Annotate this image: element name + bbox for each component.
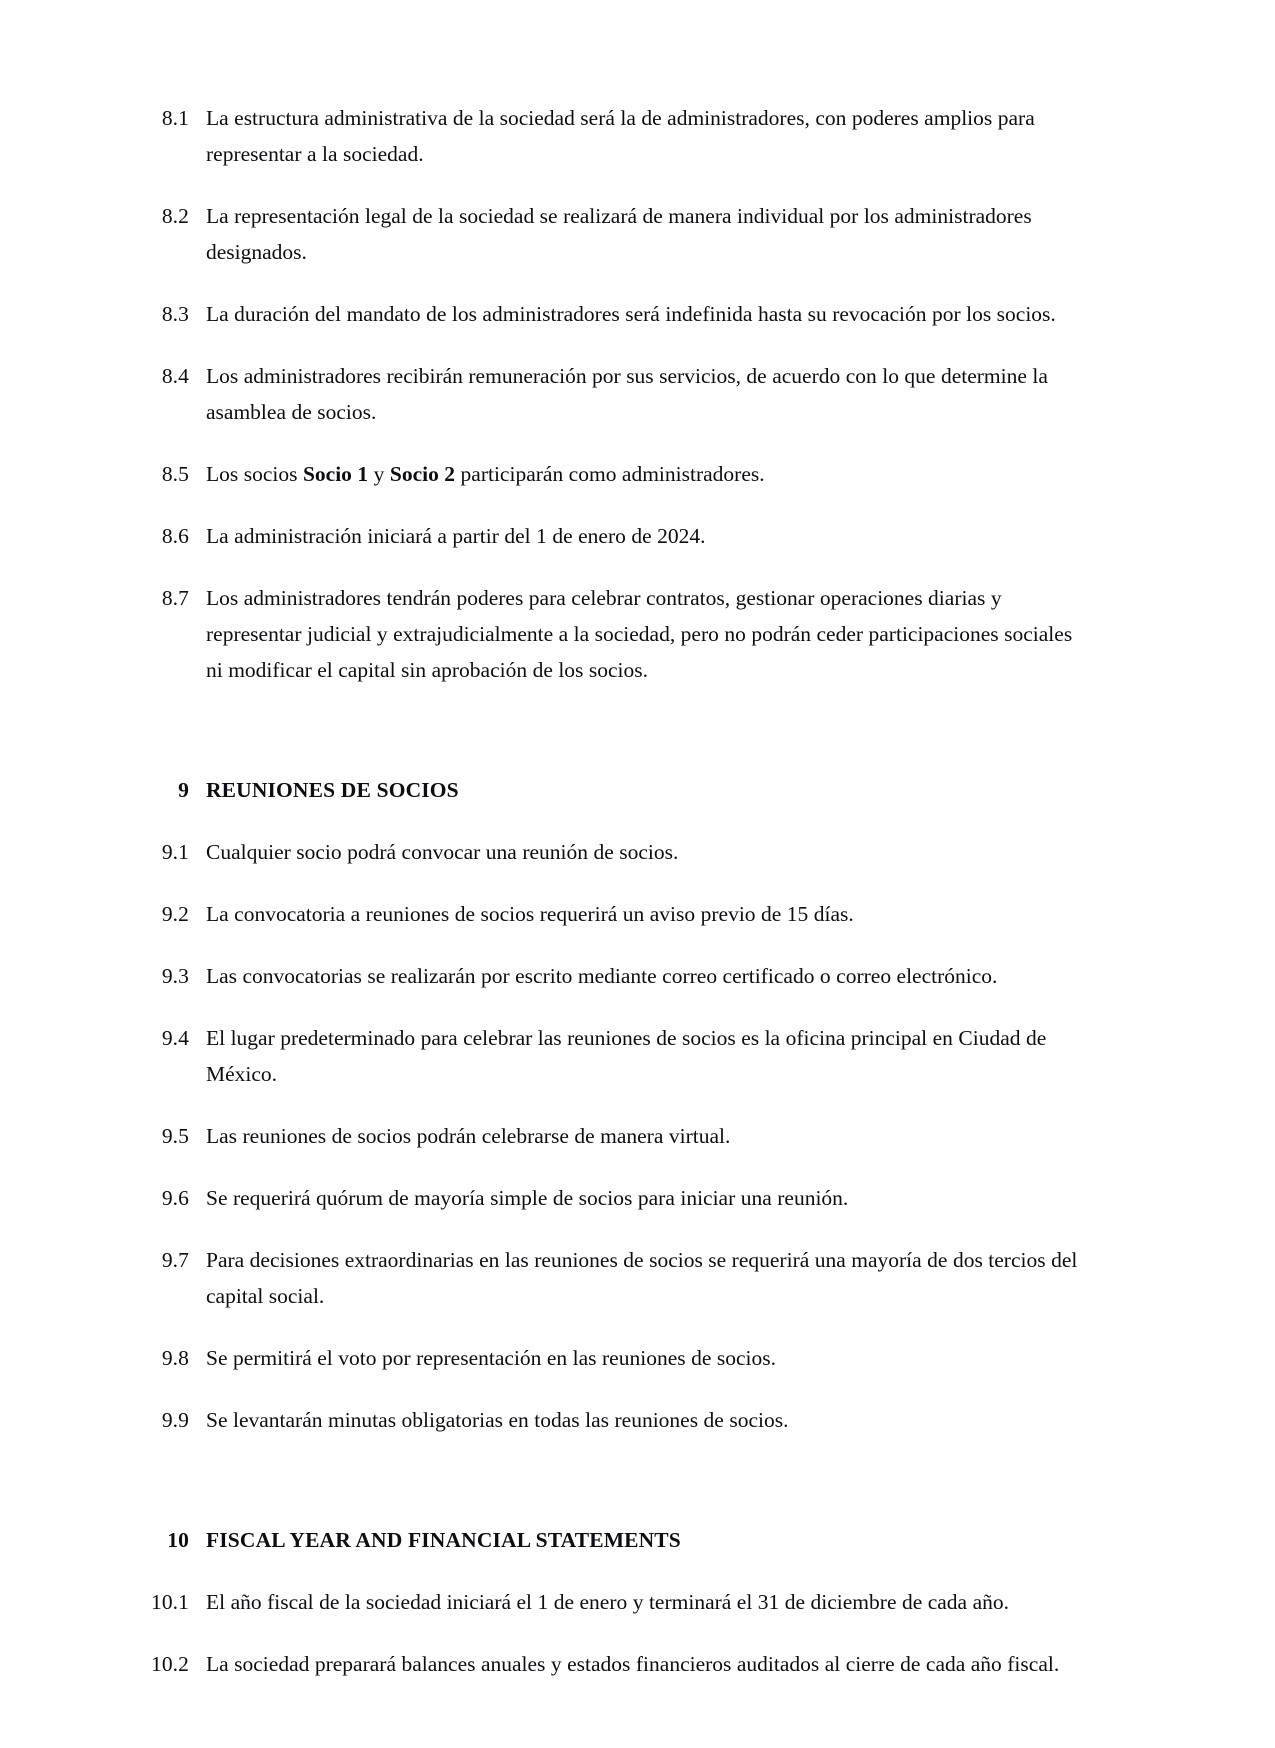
section-heading [143, 772, 1079, 808]
emphasis-text: Socio 2 [389, 462, 456, 486]
clause-item [143, 1020, 1079, 1092]
clause-number: 8.6 [161, 524, 189, 548]
clause-item [143, 296, 1079, 332]
clause-item [143, 1180, 1079, 1216]
emphasis-text: Socio 1 [302, 462, 369, 486]
section-gap [143, 1464, 1079, 1522]
clause-number: 9.1 [161, 840, 189, 864]
section-gap [143, 714, 1079, 772]
clause-text: La representación legal de la sociedad se realizará de manera individual por los administradores designados. [206, 204, 1032, 264]
clause-item [143, 834, 1079, 870]
clause-number: 9.9 [161, 1408, 189, 1432]
clause-number: 9.2 [161, 902, 189, 926]
clause-item [143, 518, 1079, 554]
clause-number: 9.3 [161, 964, 189, 988]
clause-item [143, 358, 1079, 430]
clause-item [143, 456, 1079, 492]
clause-number: 8.3 [161, 302, 189, 326]
plain-text: y [368, 462, 390, 486]
clause-text: Para decisiones extraordinarias en las reuniones de socios se requerirá una mayoría de dos tercios del capital social. [206, 1248, 1078, 1308]
section-number: 10 [167, 1528, 189, 1552]
clause-number: 10.2 [150, 1652, 189, 1676]
plain-text: participarán como administradores. [455, 462, 765, 486]
page-tail-spacer [143, 1708, 1079, 1748]
clause-text: Se permitirá el voto por representación en las reuniones de socios. [206, 1346, 776, 1370]
clause-item [143, 896, 1079, 932]
clause-text [189, 456, 1079, 492]
clause-item [143, 1340, 1079, 1376]
plain-text: Los socios [206, 462, 303, 486]
clause-item [143, 100, 1079, 172]
clause-text: La estructura administrativa de la sociedad será la de administradores, con poderes amplios para representar a la sociedad. [206, 106, 1035, 166]
clause-number: 10.1 [150, 1590, 189, 1614]
clause-item [143, 1584, 1079, 1620]
clause-text: La administración iniciará a partir del 1 de enero de 2024. [206, 524, 706, 548]
clause-text: La duración del mandato de los administradores será indefinida hasta su revocación por los socios. [206, 302, 1056, 326]
clause-text: Cualquier socio podrá convocar una reunión de socios. [206, 840, 679, 864]
clause-number: 9.8 [161, 1346, 189, 1370]
clause-number: 8.1 [161, 106, 189, 130]
section-title: REUNIONES DE SOCIOS [206, 778, 459, 802]
clause-item [143, 1242, 1079, 1314]
clause-text: Las convocatorias se realizarán por escrito mediante correo certificado o correo electrónico. [206, 964, 998, 988]
clause-text: La sociedad preparará balances anuales y estados financieros auditados al cierre de cada año fiscal. [206, 1652, 1060, 1676]
clause-number: 9.6 [161, 1186, 189, 1210]
clause-text: Los administradores tendrán poderes para celebrar contratos, gestionar operaciones diarias y representar judicial y extrajudicialmente a la sociedad, pero no podrán ceder participaciones sociales ni modificar el capital sin aprobación de los socios. [206, 586, 1073, 682]
clause-text: La convocatoria a reuniones de socios requerirá un aviso previo de 15 días. [206, 902, 854, 926]
document-body [143, 100, 1079, 1748]
section-heading [143, 1522, 1079, 1558]
clause-number: 9.4 [161, 1026, 189, 1050]
clause-number: 8.4 [161, 364, 189, 388]
section-number: 9 [178, 778, 189, 802]
clause-item [143, 1646, 1079, 1682]
clause-item [143, 198, 1079, 270]
clause-number: 9.7 [161, 1248, 189, 1272]
clause-text: Los administradores recibirán remuneración por sus servicios, de acuerdo con lo que determine la asamblea de socios. [206, 364, 1048, 424]
clause-text: Las reuniones de socios podrán celebrarse de manera virtual. [206, 1124, 731, 1148]
section-title: FISCAL YEAR AND FINANCIAL STATEMENTS [206, 1528, 681, 1552]
clause-item [143, 958, 1079, 994]
clause-number: 9.5 [161, 1124, 189, 1148]
clause-item [143, 1118, 1079, 1154]
clause-text: Se requerirá quórum de mayoría simple de socios para iniciar una reunión. [206, 1186, 849, 1210]
clause-item [143, 580, 1079, 688]
clause-number: 8.7 [161, 586, 189, 610]
clause-text: Se levantarán minutas obligatorias en todas las reuniones de socios. [206, 1408, 789, 1432]
clause-item [143, 1402, 1079, 1438]
clause-number: 8.2 [161, 204, 189, 228]
clause-number: 8.5 [161, 462, 189, 486]
clause-text: El año fiscal de la sociedad iniciará el 1 de enero y terminará el 31 de diciembre de cada año. [206, 1590, 1009, 1614]
clause-text: El lugar predeterminado para celebrar las reuniones de socios es la oficina principal en Ciudad de México. [206, 1026, 1047, 1086]
